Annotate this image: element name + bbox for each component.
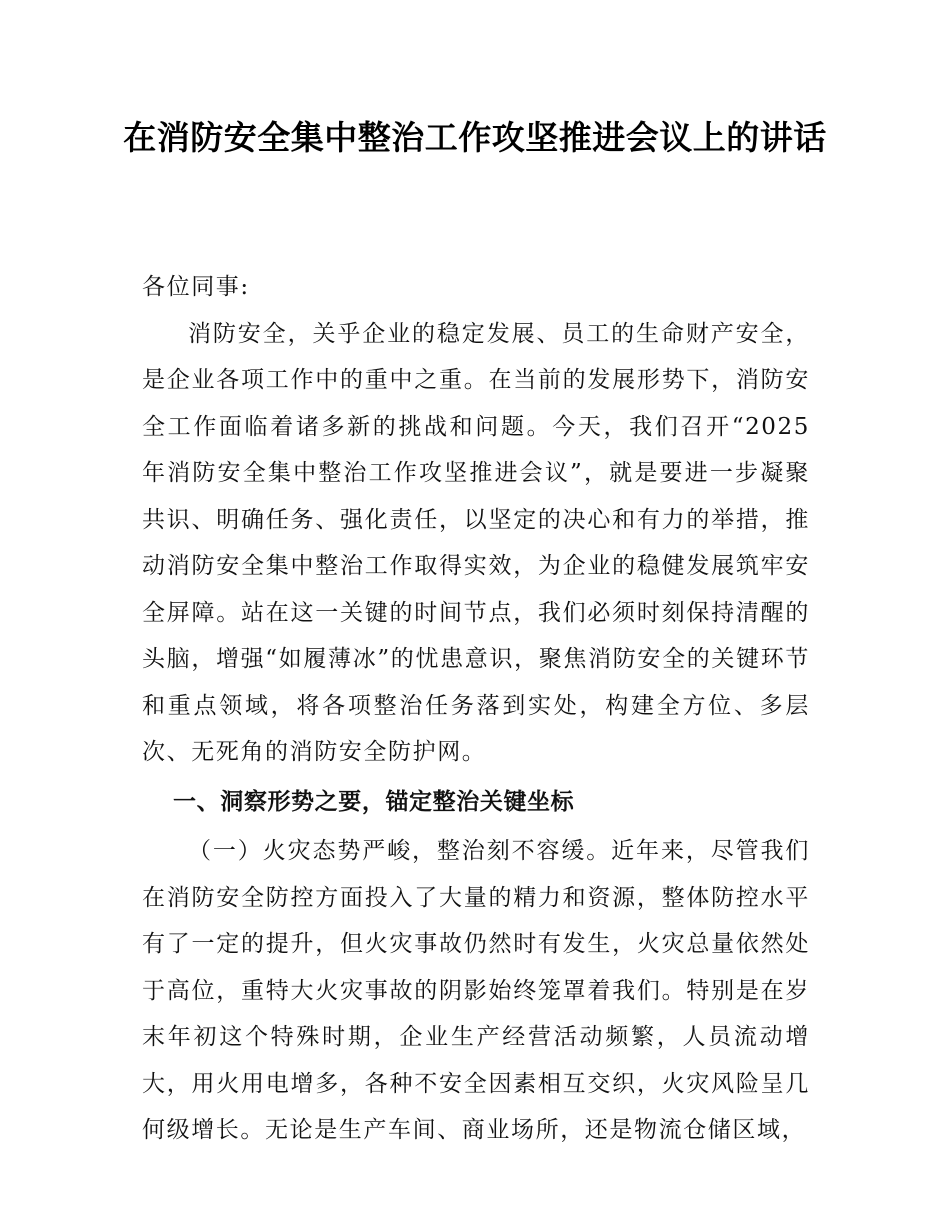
section-paragraph: （一）火灾态势严峻，整治刻不容缓。近年来，尽管我们在消防安全防控方面投入了大量的精力和资源，整体防控水平有了一定的提升，但火灾事故仍然时有发生，火灾总量依然处于高位，重特大火灾事故的阴影始终笼罩着我们。特别是在岁末年初这个特殊时期，企业生产经营活动频繁，人员流动增大，用火用电增多，各种不安全因素相互交织，火灾风险呈几何级增长。无论是生产车间、商业场所，还是物流仓储区域， xyxy=(142,838,810,1143)
section-heading: 一、洞察形势之要，锚定整治关键坐标 xyxy=(173,788,575,815)
document-title: 在消防安全集中整治工作攻坚推进会议上的讲话 xyxy=(123,118,827,157)
intro-paragraph: 消防安全，关乎企业的稳定发展、员工的生命财产安全，是企业各项工作中的重中之重。在当前的发展形势下，消防安全工作面临着诸多新的挑战和问题。今天，我们召开“2025年消防安全集中整治工作攻坚推进会议”，就是要进一步凝聚共识、明确任务、强化责任，以坚定的决心和有力的举措，推动消防安全集中整治工作取得实效，为企业的稳健发展筑牢安全屏障。站在这一关键的时间节点，我们必须时刻保持清醒的头脑，增强“如履薄冰”的忧患意识，聚焦消防安全的关键环节和重点领域，将各项整治任务落到实处，构建全方位、多层次、无死角的消防安全防护网。 xyxy=(142,320,810,765)
document-body xyxy=(142,264,810,1154)
salutation: 各位同事: xyxy=(142,274,250,300)
